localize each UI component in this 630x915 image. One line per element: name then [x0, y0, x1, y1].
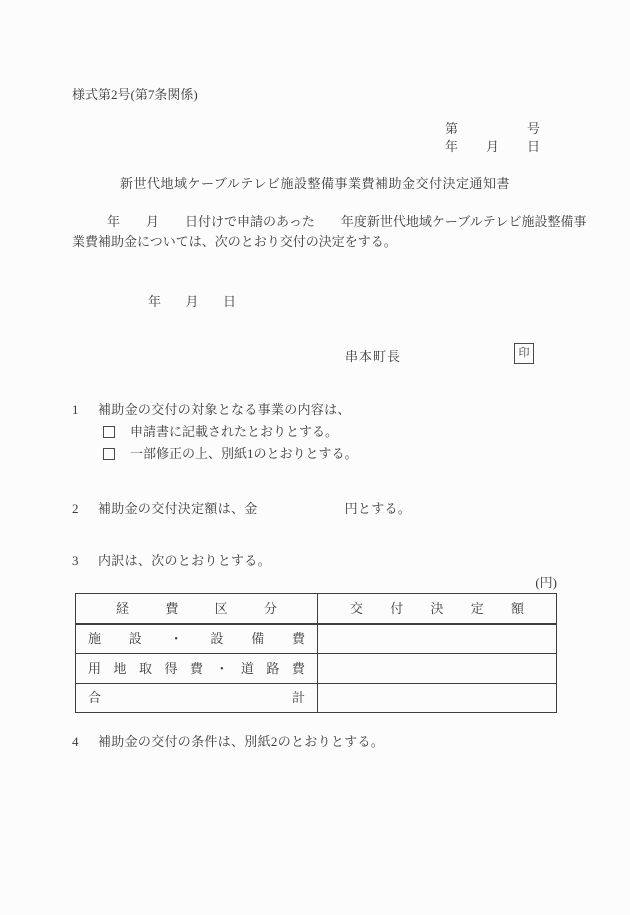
table-header-row [76, 594, 556, 624]
issue-date-year: 年 [445, 139, 459, 154]
decision-date-year: 年 [148, 294, 162, 309]
issue-date-month: 月 [485, 139, 499, 154]
document-number-line [445, 121, 540, 136]
item-1-text: 補助金の交付の対象となる事業の内容は、 [98, 402, 351, 417]
row-facility-equipment-label: 施 設 ・ 設 備 費 [88, 631, 305, 647]
form-number: 様式第2号(第7条関係) [72, 87, 198, 102]
decision-date-day: 日 [222, 294, 236, 309]
row-land-road-label: 用 地 取 得 費 ・ 道 路 費 [88, 660, 305, 676]
table-row [76, 624, 556, 654]
cost-breakdown-table [75, 593, 557, 713]
table-row [76, 653, 556, 683]
item-4-text: 補助金の交付の条件は、別紙2のとおりとする。 [98, 734, 385, 749]
item-3 [72, 553, 271, 568]
header-expense-category [76, 594, 318, 623]
item-1-option-2-label: 一部修正の上、別紙1のとおりとする。 [130, 446, 358, 461]
item-1-option-1-label: 申請書に記載されたとおりとする。 [130, 424, 339, 439]
item-1-option-1 [103, 424, 338, 439]
signer-name: 串本町長 [345, 349, 402, 364]
body-paragraph-line1: 年 月 日付けで申請のあった 年度新世代地域ケーブルテレビ施設整備事 [107, 214, 587, 229]
item-4-number: 4 [72, 734, 79, 749]
row-land-road [76, 654, 318, 683]
issue-date-line [445, 139, 540, 154]
row-facility-equipment-value[interactable] [318, 625, 556, 654]
row-total-value[interactable] [318, 684, 556, 713]
row-total-label: 合 計 [88, 690, 305, 706]
doc-number-suffix: 号 [526, 121, 540, 136]
issue-date-day: 日 [526, 139, 540, 154]
item-4 [72, 734, 384, 749]
item-2-text-before: 補助金の交付決定額は、金 [98, 501, 258, 516]
item-3-text: 内訳は、次のとおりとする。 [98, 553, 271, 568]
row-facility-equipment [76, 625, 318, 654]
body-paragraph-line2: 業費補助金については、次のとおり交付の決定をする。 [72, 234, 397, 249]
checkbox-icon[interactable] [103, 426, 115, 438]
item-1-number: 1 [72, 402, 79, 417]
decision-date-line [148, 294, 236, 309]
item-2-number: 2 [72, 501, 79, 516]
document-title: 新世代地域ケーブルテレビ施設整備事業費補助金交付決定通知書 [119, 176, 511, 191]
item-3-number: 3 [72, 553, 79, 568]
decision-date-month: 月 [185, 294, 199, 309]
item-2-text-after: 円とする。 [344, 501, 412, 516]
header-grant-amount [318, 594, 556, 623]
table-row [76, 683, 556, 713]
item-1-option-2 [103, 446, 358, 461]
item-1 [72, 402, 351, 417]
seal-icon: 印 [514, 343, 534, 364]
unit-note: (円) [535, 575, 557, 590]
amount-fill-in-field[interactable] [258, 501, 345, 513]
item-2 [72, 501, 411, 516]
header-expense-category-label: 経 費 区 分 [116, 600, 277, 616]
row-land-road-value[interactable] [318, 654, 556, 683]
checkbox-icon[interactable] [103, 448, 115, 460]
header-grant-amount-label: 交 付 決 定 額 [350, 600, 524, 616]
row-total [76, 684, 318, 713]
doc-number-prefix: 第 [445, 121, 459, 136]
